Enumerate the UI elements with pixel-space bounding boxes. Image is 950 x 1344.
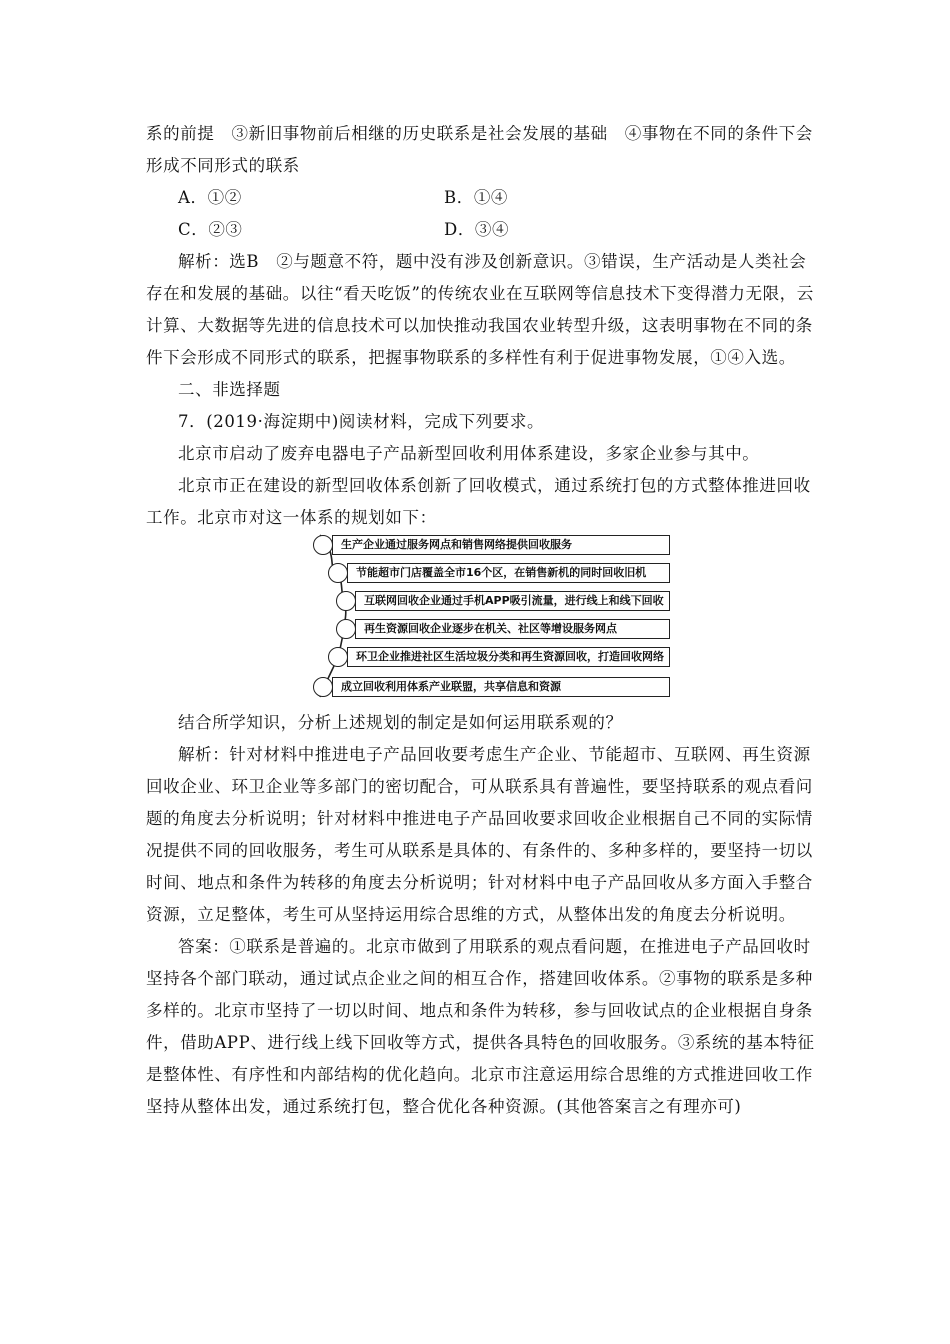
step-2: 节能超市门店覆盖全市16个区，在销售新机的同时回收旧机	[347, 563, 670, 583]
analysis-line: 题的角度去分析说明；针对材料中推进电子产品回收要求回收企业根据自己不同的实际情	[146, 809, 813, 828]
analysis-line: 回收企业、环卫企业等多部门的密切配合，可从联系具有普遍性，要坚持联系的观点看问	[146, 777, 813, 796]
answer-line: 答案：①联系是普遍的。北京市做到了用联系的观点看问题，在推进电子产品回收时	[178, 937, 811, 956]
section-heading: 二、非选择题	[178, 380, 281, 399]
analysis-line: 时间、地点和条件为转移的角度去分析说明；针对材料中电子产品回收从多方面入手整合	[146, 873, 813, 892]
option-d: D．③④	[444, 220, 510, 239]
step-4: 再生资源回收企业逐步在机关、社区等增设服务网点	[355, 619, 670, 639]
step-5: 环卫企业推进社区生活垃圾分类和再生资源回收，打造回收网络	[347, 647, 670, 667]
step-node	[336, 591, 356, 611]
step-node	[313, 535, 333, 555]
option-b: B．①④	[444, 188, 509, 207]
step-1: 生产企业通过服务网点和销售网络提供回收服务	[332, 535, 670, 555]
answer-line: 坚持从整体出发，通过系统打包，整合优化各种资源。(其他答案言之有理亦可)	[146, 1097, 742, 1116]
analysis-line: 解析：针对材料中推进电子产品回收要考虑生产企业、节能超市、互联网、再生资源	[178, 745, 811, 764]
answer-line: 多样的。北京市坚持了一切以时间、地点和条件为转移，参与回收试点的企业根据自身条	[146, 1001, 813, 1020]
answer-line: 件，借助APP、进行线上线下回收等方式，提供各具特色的回收服务。③系统的基本特征	[146, 1033, 815, 1052]
step-node	[328, 563, 348, 583]
step-node	[336, 619, 356, 639]
answer-line: 是整体性、有序性和内部结构的优化趋向。北京市注意运用综合思维的方式推进回收工作	[146, 1065, 813, 1084]
material-line: 工作。北京市对这一体系的规划如下：	[146, 508, 437, 527]
step-node	[313, 677, 333, 697]
option-a: A．①②	[178, 188, 242, 207]
text-line: 形成不同形式的联系	[146, 156, 300, 175]
analysis-line: 资源，立足整体，考生可从坚持运用综合思维的方式，从整体出发的角度去分析说明。	[146, 905, 796, 924]
analysis-line: 存在和发展的基础。以往“看天吃饭”的传统农业在互联网等信息技术下变得潜力无限，云	[146, 284, 814, 303]
analysis-line: 况提供不同的回收服务，考生可从联系是具体的、有条件的、多种多样的，要坚持一切以	[146, 841, 813, 860]
step-6: 成立回收利用体系产业联盟，共享信息和资源	[332, 677, 670, 697]
answer-line: 坚持各个部门联动，通过试点企业之间的相互合作，搭建回收体系。②事物的联系是多种	[146, 969, 813, 988]
question-7: 7．(2019·海淀期中)阅读材料，完成下列要求。	[178, 412, 545, 431]
analysis-line: 计算、大数据等先进的信息技术可以加快推动我国农业转型升级，这表明事物在不同的条	[146, 316, 813, 335]
question-prompt: 结合所学知识，分析上述规划的制定是如何运用联系观的？	[178, 713, 623, 732]
material-line: 北京市启动了废弃电器电子产品新型回收利用体系建设，多家企业参与其中。	[178, 444, 760, 463]
option-c: C．②③	[178, 220, 243, 239]
step-3: 互联网回收企业通过手机APP吸引流量，进行线上和线下回收	[355, 591, 670, 611]
step-node	[328, 647, 348, 667]
analysis-line: 件下会形成不同形式的联系，把握事物联系的多样性有利于促进事物发展，①④入选。	[146, 348, 796, 367]
analysis-line: 解析：选B ②与题意不符，题中没有涉及创新意识。③错误，生产活动是人类社会	[178, 252, 807, 271]
text-line: 系的前提 ③新旧事物前后相继的历史联系是社会发展的基础 ④事物在不同的条件下会	[146, 124, 813, 143]
material-line: 北京市正在建设的新型回收体系创新了回收模式，通过系统打包的方式整体推进回收	[178, 476, 811, 495]
planning-diagram	[310, 527, 672, 702]
